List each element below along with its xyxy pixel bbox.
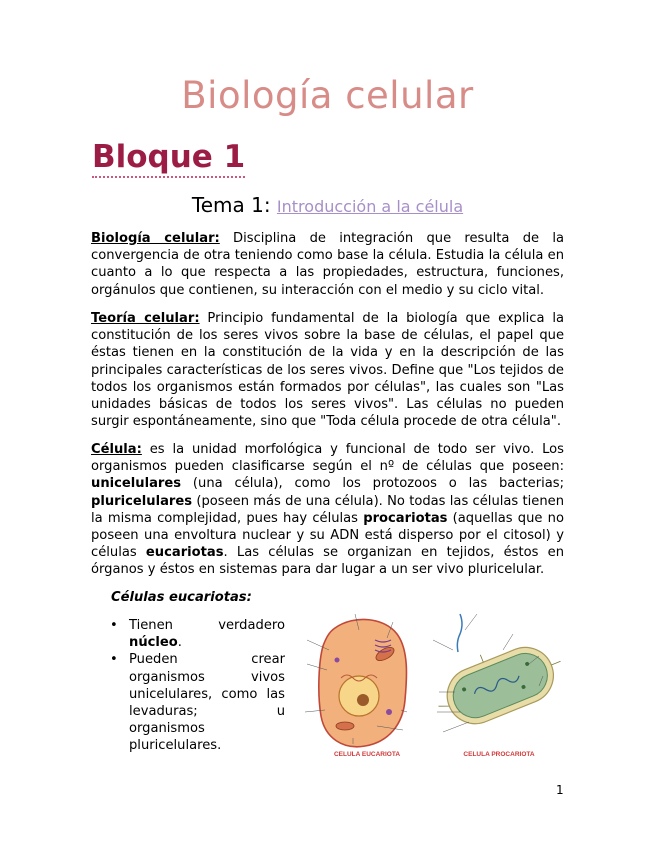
text-celula-3: (poseen más de una célula). No todas las células tienen la misma complejidad, pues hay células — [91, 493, 564, 526]
eukaryote-mitochondrion-2 — [336, 722, 354, 730]
prokaryote-flagellum — [457, 614, 462, 652]
topic-heading — [0, 193, 655, 217]
bold-pluricelulares: pluricelulares — [91, 493, 193, 509]
list-item — [108, 651, 285, 754]
cell-comparison-figure — [293, 600, 566, 762]
paragraph-teoria-celular — [91, 310, 564, 430]
eukaryote-cell-drawing — [305, 614, 407, 747]
bold-procariotas: procariotas — [363, 510, 448, 526]
term-celula: Célula: — [91, 442, 142, 457]
eukaryote-nucleolus — [357, 694, 369, 706]
text-celula-4: (aquellas que no poseen una envoltura nuclear y su ADN está disperso por el citosol) y células — [91, 510, 564, 561]
paragraph-celula — [91, 441, 564, 579]
prokaryote-cell-drawing — [427, 628, 566, 736]
eukaryote-vesicle — [335, 658, 340, 663]
bullet1-bold-nucleo: núcleo — [129, 635, 178, 651]
topic-prefix: Tema 1: — [191, 193, 271, 217]
bold-unicelulares: unicelulares — [91, 476, 182, 492]
text-celula-2: (una célula), como los protozoos o las bacterias; — [181, 476, 564, 492]
prokaryote-caption: CELULA PROCARIOTA — [463, 751, 535, 758]
bullet2-text: Pueden crear organismos vivos unicelulares, como las levaduras; u organismos pluricelulares. — [129, 652, 285, 754]
eukaryote-vesicle — [386, 709, 392, 715]
page-number: 1 — [556, 783, 564, 797]
text-teoria-celular: Principio fundamental de la biología que explica la constitución de los seres vivos sobre la base de células, el papel que éstas tienen en la constitución de la vida y en la descripción de las principales características de los seres vivos. Define que "Los tejidos de todos los organismos están formados por células", las cuales son "Las unidades básicas de todos los seres vivos". Las células no pueden surgir espontáneamente, sino que "Toda célula procede de otra célula". — [91, 311, 564, 430]
topic-link[interactable]: Introducción a la célula — [276, 197, 464, 216]
text-biologia-celular: Disciplina de integración que resulta de la convergencia de otra teniendo como base la célula. Estudia la célula en cuanto a lo que respecta a las propiedades, estructura, funciones, orgánulos que contienen, su interacción con el medio y su ciclo vital. — [91, 231, 564, 298]
block-title: Bloque 1 — [92, 138, 245, 178]
eukaryote-caption: CELULA EUCARIOTA — [333, 751, 401, 758]
bullet1-end: . — [177, 635, 182, 651]
bullet1-text: Tienen verdadero — [129, 618, 285, 633]
text-celula-5: . Las células se organizan en tejidos, éstos en órganos y éstos en sistemas para dar lugar a un ser vivo pluricelular. — [91, 545, 564, 578]
eukaryotes-list — [108, 617, 285, 755]
paragraph-biologia-celular — [91, 230, 564, 299]
main-title: Biología celular — [181, 74, 474, 117]
list-item — [108, 617, 285, 651]
term-biologia-celular: Biología celular: — [91, 231, 220, 246]
text-celula-1: es la unidad morfológica y funcional de todo ser vivo. Los organismos pueden clasificarse según el nº de células que poseen: — [91, 442, 564, 475]
cell-diagram-svg — [293, 600, 566, 762]
eukaryotes-heading: Células eucariotas: — [111, 590, 252, 605]
bold-eucariotas: eucariotas — [145, 545, 224, 561]
term-teoria-celular: Teoría celular: — [91, 311, 200, 326]
